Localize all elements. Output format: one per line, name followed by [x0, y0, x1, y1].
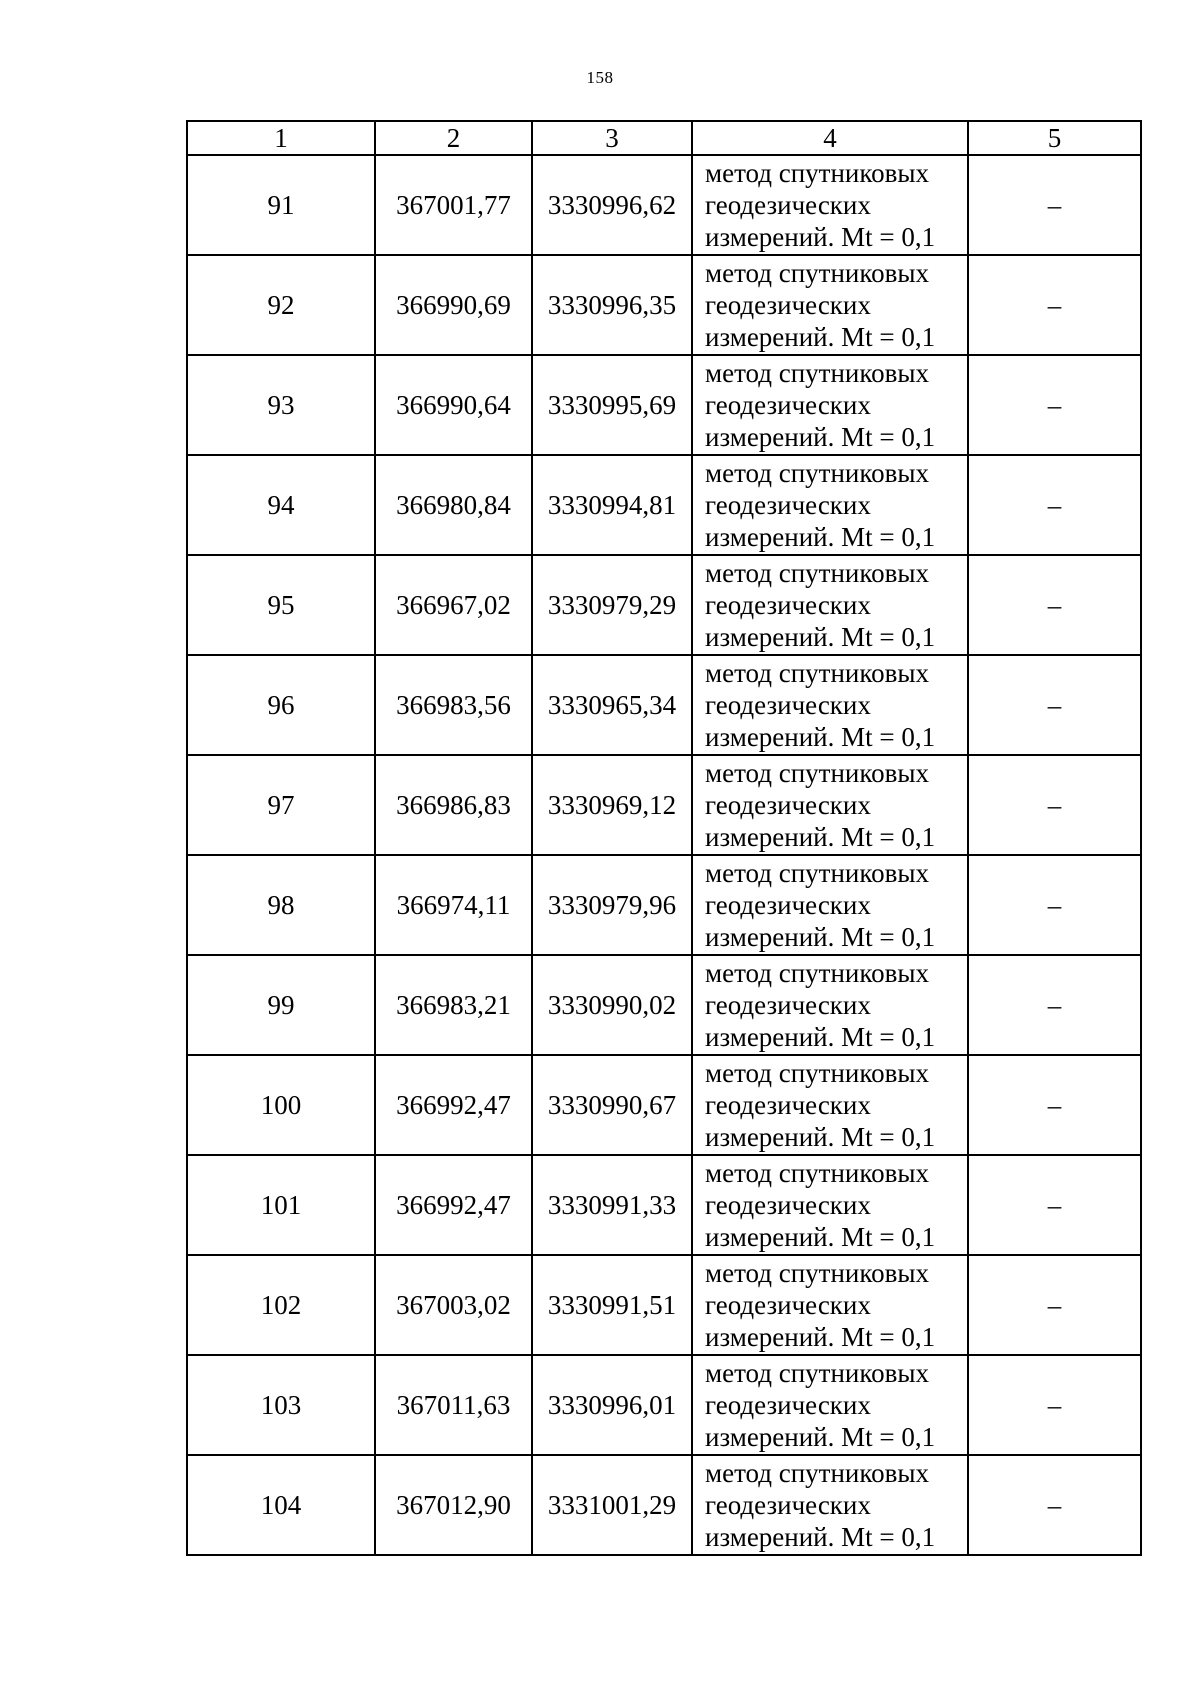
method-line: метод спутниковых: [705, 158, 929, 188]
method-cell: [692, 955, 968, 1055]
point-number-cell: 98: [187, 855, 375, 955]
x-coordinate-cell: 366974,11: [375, 855, 532, 955]
y-coordinate-cell: 3330979,29: [532, 555, 692, 655]
point-number-cell: 96: [187, 655, 375, 755]
note-cell: –: [968, 955, 1141, 1055]
table-row: [187, 855, 1141, 955]
table-row: [187, 955, 1141, 1055]
point-number-cell: 95: [187, 555, 375, 655]
method-line: метод спутниковых: [705, 558, 929, 588]
method-line: геодезических: [705, 1490, 871, 1520]
method-line: метод спутниковых: [705, 858, 929, 888]
y-coordinate-cell: 3330995,69: [532, 355, 692, 455]
note-cell: –: [968, 1455, 1141, 1555]
method-line: геодезических: [705, 990, 871, 1020]
method-line: измерений. Mt = 0,1: [705, 422, 936, 452]
method-cell: [692, 1455, 968, 1555]
x-coordinate-cell: 367003,02: [375, 1255, 532, 1355]
table-row: [187, 1355, 1141, 1455]
y-coordinate-cell: 3330991,51: [532, 1255, 692, 1355]
x-coordinate-cell: 367011,63: [375, 1355, 532, 1455]
method-line: метод спутниковых: [705, 1458, 929, 1488]
method-line: измерений. Mt = 0,1: [705, 1222, 936, 1252]
method-line: геодезических: [705, 690, 871, 720]
table-row: [187, 255, 1141, 355]
method-cell: [692, 1055, 968, 1155]
method-line: измерений. Mt = 0,1: [705, 1422, 936, 1452]
point-number-cell: 99: [187, 955, 375, 1055]
x-coordinate-cell: 366990,69: [375, 255, 532, 355]
table-row: [187, 1255, 1141, 1355]
method-line: геодезических: [705, 1090, 871, 1120]
method-line: измерений. Mt = 0,1: [705, 1322, 936, 1352]
column-header-4: 4: [692, 121, 968, 155]
method-cell: [692, 455, 968, 555]
point-number-cell: 103: [187, 1355, 375, 1455]
table-row: [187, 755, 1141, 855]
method-line: метод спутниковых: [705, 1258, 929, 1288]
x-coordinate-cell: 366992,47: [375, 1155, 532, 1255]
x-coordinate-cell: 366992,47: [375, 1055, 532, 1155]
table-row: [187, 455, 1141, 555]
coordinates-table: [186, 120, 1142, 1556]
method-cell: [692, 1255, 968, 1355]
method-line: геодезических: [705, 190, 871, 220]
method-line: измерений. Mt = 0,1: [705, 1522, 936, 1552]
method-line: измерений. Mt = 0,1: [705, 1122, 936, 1152]
x-coordinate-cell: 366990,64: [375, 355, 532, 455]
y-coordinate-cell: 3330996,62: [532, 155, 692, 255]
point-number-cell: 102: [187, 1255, 375, 1355]
note-cell: –: [968, 655, 1141, 755]
y-coordinate-cell: 3330990,67: [532, 1055, 692, 1155]
table-row: [187, 1055, 1141, 1155]
point-number-cell: 93: [187, 355, 375, 455]
method-line: геодезических: [705, 290, 871, 320]
y-coordinate-cell: 3330996,01: [532, 1355, 692, 1455]
method-line: геодезических: [705, 1190, 871, 1220]
method-cell: [692, 655, 968, 755]
method-line: геодезических: [705, 1290, 871, 1320]
note-cell: –: [968, 555, 1141, 655]
method-cell: [692, 755, 968, 855]
method-line: измерений. Mt = 0,1: [705, 522, 936, 552]
method-line: геодезических: [705, 390, 871, 420]
y-coordinate-cell: 3331001,29: [532, 1455, 692, 1555]
method-cell: [692, 1355, 968, 1455]
method-cell: [692, 555, 968, 655]
method-line: измерений. Mt = 0,1: [705, 922, 936, 952]
table-row: [187, 155, 1141, 255]
x-coordinate-cell: 366983,56: [375, 655, 532, 755]
method-line: метод спутниковых: [705, 1158, 929, 1188]
note-cell: –: [968, 455, 1141, 555]
method-line: метод спутниковых: [705, 258, 929, 288]
x-coordinate-cell: 366986,83: [375, 755, 532, 855]
method-line: метод спутниковых: [705, 1058, 929, 1088]
point-number-cell: 104: [187, 1455, 375, 1555]
column-header-3: 3: [532, 121, 692, 155]
method-line: метод спутниковых: [705, 758, 929, 788]
method-line: метод спутниковых: [705, 358, 929, 388]
note-cell: –: [968, 855, 1141, 955]
method-line: измерений. Mt = 0,1: [705, 722, 936, 752]
note-cell: –: [968, 1355, 1141, 1455]
y-coordinate-cell: 3330991,33: [532, 1155, 692, 1255]
y-coordinate-cell: 3330996,35: [532, 255, 692, 355]
table-row: [187, 355, 1141, 455]
page-number: 158: [586, 68, 614, 87]
point-number-cell: 97: [187, 755, 375, 855]
point-number-cell: 101: [187, 1155, 375, 1255]
method-cell: [692, 355, 968, 455]
table-body: [187, 155, 1141, 1555]
x-coordinate-cell: 366983,21: [375, 955, 532, 1055]
x-coordinate-cell: 366967,02: [375, 555, 532, 655]
table-row: [187, 655, 1141, 755]
point-number-cell: 91: [187, 155, 375, 255]
method-line: измерений. Mt = 0,1: [705, 322, 936, 352]
point-number-cell: 92: [187, 255, 375, 355]
method-cell: [692, 1155, 968, 1255]
method-line: метод спутниковых: [705, 1358, 929, 1388]
x-coordinate-cell: 367012,90: [375, 1455, 532, 1555]
method-line: метод спутниковых: [705, 658, 929, 688]
y-coordinate-cell: 3330969,12: [532, 755, 692, 855]
method-line: измерений. Mt = 0,1: [705, 622, 936, 652]
note-cell: –: [968, 1255, 1141, 1355]
column-header-1: 1: [187, 121, 375, 155]
method-line: геодезических: [705, 1390, 871, 1420]
table-header-row: [187, 121, 1141, 155]
note-cell: –: [968, 255, 1141, 355]
note-cell: –: [968, 1155, 1141, 1255]
note-cell: –: [968, 155, 1141, 255]
method-line: измерений. Mt = 0,1: [705, 222, 936, 252]
method-line: метод спутниковых: [705, 458, 929, 488]
note-cell: –: [968, 755, 1141, 855]
method-cell: [692, 255, 968, 355]
y-coordinate-cell: 3330994,81: [532, 455, 692, 555]
x-coordinate-cell: 367001,77: [375, 155, 532, 255]
method-line: геодезических: [705, 790, 871, 820]
y-coordinate-cell: 3330965,34: [532, 655, 692, 755]
method-line: геодезических: [705, 490, 871, 520]
y-coordinate-cell: 3330979,96: [532, 855, 692, 955]
column-header-5: 5: [968, 121, 1141, 155]
note-cell: –: [968, 1055, 1141, 1155]
note-cell: –: [968, 355, 1141, 455]
x-coordinate-cell: 366980,84: [375, 455, 532, 555]
method-line: измерений. Mt = 0,1: [705, 1022, 936, 1052]
point-number-cell: 94: [187, 455, 375, 555]
method-line: геодезических: [705, 890, 871, 920]
point-number-cell: 100: [187, 1055, 375, 1155]
y-coordinate-cell: 3330990,02: [532, 955, 692, 1055]
method-line: измерений. Mt = 0,1: [705, 822, 936, 852]
method-line: метод спутниковых: [705, 958, 929, 988]
method-cell: [692, 855, 968, 955]
table-row: [187, 1455, 1141, 1555]
table-row: [187, 1155, 1141, 1255]
method-cell: [692, 155, 968, 255]
method-line: геодезических: [705, 590, 871, 620]
table-row: [187, 555, 1141, 655]
column-header-2: 2: [375, 121, 532, 155]
